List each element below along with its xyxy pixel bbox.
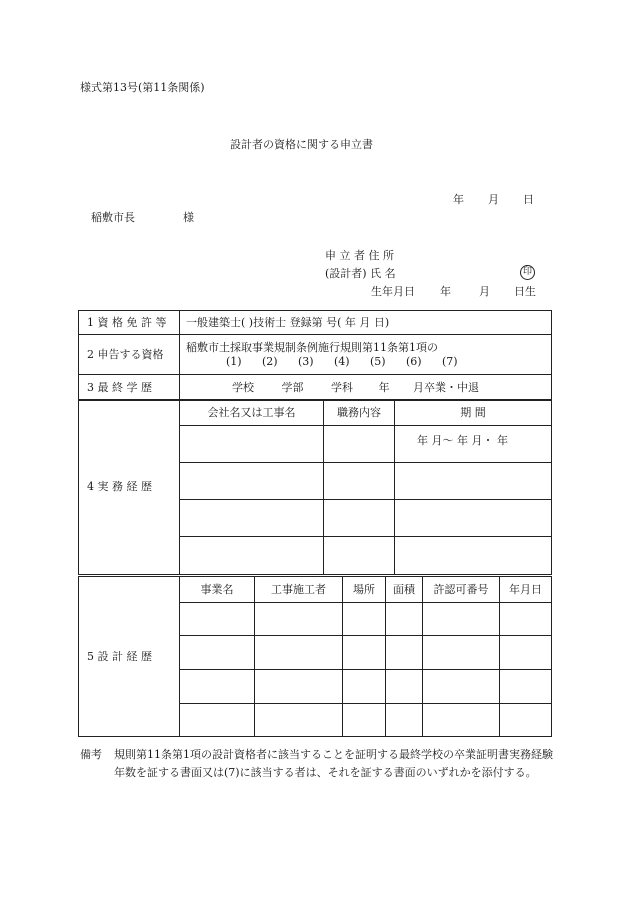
option-5[interactable]: (5) <box>370 354 386 368</box>
r3-faculty: 学部 <box>281 380 304 394</box>
r5-cell[interactable] <box>386 704 423 737</box>
option-7[interactable]: (7) <box>442 354 458 368</box>
r5-cell[interactable] <box>386 670 423 704</box>
row3-value[interactable] <box>180 375 552 401</box>
r5-cell[interactable] <box>180 704 255 737</box>
r5-cell[interactable] <box>255 603 343 636</box>
r5-cell[interactable] <box>255 704 343 737</box>
r5-cell[interactable] <box>386 636 423 670</box>
row2-value[interactable] <box>180 335 552 375</box>
date-month: 月 <box>488 193 499 206</box>
r4-cell[interactable] <box>180 426 324 463</box>
remarks-body: 規則第11条第1項の設計資格者に該当することを証明する最終学校の卒業証明書実務経験年数を証する書面又は(7)に該当する者は、それを証する書面のいずれかを添付する。 <box>114 748 553 779</box>
date-year: 年 <box>453 193 464 206</box>
r5-header-contractor: 工事施工者 <box>255 577 343 603</box>
row2-options <box>186 355 551 369</box>
r5-cell[interactable] <box>423 670 500 704</box>
r4-header-duties: 職務内容 <box>324 400 395 426</box>
r4-header-period: 期 間 <box>395 400 552 426</box>
r5-cell[interactable] <box>343 670 386 704</box>
r5-cell[interactable] <box>343 704 386 737</box>
r4-cell[interactable] <box>324 463 395 500</box>
birth-year: 年 <box>440 285 451 298</box>
r4-cell[interactable] <box>324 537 395 575</box>
r5-cell[interactable] <box>255 636 343 670</box>
r4-cell[interactable] <box>395 500 552 537</box>
r3-year: 年 <box>378 380 390 394</box>
option-3[interactable]: (3) <box>298 354 314 368</box>
r5-cell[interactable] <box>500 636 552 670</box>
r5-cell[interactable] <box>343 636 386 670</box>
remarks <box>80 746 560 782</box>
form-table-top <box>78 310 552 401</box>
r4-cell[interactable] <box>180 500 324 537</box>
option-6[interactable]: (6) <box>406 354 422 368</box>
addressee: 稲敷市長 <box>91 211 135 224</box>
r3-school: 学校 <box>232 380 254 394</box>
r4-cell[interactable] <box>180 537 324 575</box>
applicant-name-label: (設計者) 氏 名 <box>325 267 396 280</box>
work-history-table <box>78 399 552 575</box>
r4-cell[interactable] <box>180 463 324 500</box>
r5-cell[interactable] <box>500 670 552 704</box>
r5-cell[interactable] <box>423 636 500 670</box>
birth-label: 生年月日 <box>371 285 415 298</box>
birth-month: 月 <box>479 285 490 298</box>
page-title: 設計者の資格に関する申立書 <box>230 138 373 151</box>
r5-cell[interactable] <box>423 603 500 636</box>
row2-text: 稲敷市土採取事業規制条例施行規則第11条第1項の <box>186 340 438 354</box>
r4-cell[interactable] <box>324 426 395 463</box>
option-1[interactable]: (1) <box>226 354 242 368</box>
r5-cell[interactable] <box>180 670 255 704</box>
r5-header-location: 場所 <box>343 577 386 603</box>
r5-cell[interactable] <box>255 670 343 704</box>
row1-label: 1 資 格 免 許 等 <box>79 311 180 335</box>
row3-label: 3 最 終 学 歴 <box>79 375 180 401</box>
r3-grad: 月卒業・中退 <box>413 380 479 394</box>
r5-cell[interactable] <box>386 603 423 636</box>
r4-cell[interactable] <box>324 500 395 537</box>
r5-cell[interactable] <box>180 636 255 670</box>
honorific: 様 <box>183 211 194 224</box>
r5-cell[interactable] <box>423 704 500 737</box>
row2-label: 2 申告する資格 <box>79 335 180 375</box>
option-2[interactable]: (2) <box>262 354 278 368</box>
r4-header-company: 会社名又は工事名 <box>180 400 324 426</box>
seal-mark: 印 <box>520 265 535 280</box>
row1-value[interactable]: 一般建築士( )技術士 登録第 号( 年 月 日) <box>180 311 552 335</box>
r4-cell[interactable] <box>395 537 552 575</box>
r5-header-area: 面積 <box>386 577 423 603</box>
date-day: 日 <box>523 193 534 206</box>
row4-label: 4 実 務 経 歴 <box>79 400 180 575</box>
r4-cell[interactable] <box>395 463 552 500</box>
r4-period-cell[interactable]: 年 月〜 年 月・ 年 <box>395 426 552 463</box>
design-history-table <box>78 576 552 737</box>
r5-header-project: 事業名 <box>180 577 255 603</box>
option-4[interactable]: (4) <box>334 354 350 368</box>
birth-day: 日生 <box>514 285 536 298</box>
applicant-address-label: 申 立 者 住 所 <box>325 249 394 262</box>
r5-cell[interactable] <box>343 603 386 636</box>
remarks-heading: 備考 <box>80 748 102 761</box>
r5-cell[interactable] <box>500 704 552 737</box>
r5-header-date: 年月日 <box>500 577 552 603</box>
r5-header-permit: 許認可番号 <box>423 577 500 603</box>
row5-label: 5 設 計 経 歴 <box>79 577 180 737</box>
r5-cell[interactable] <box>180 603 255 636</box>
form-number: 様式第13号(第11条関係) <box>80 81 205 94</box>
r5-cell[interactable] <box>500 603 552 636</box>
r3-dept: 学科 <box>331 380 353 394</box>
